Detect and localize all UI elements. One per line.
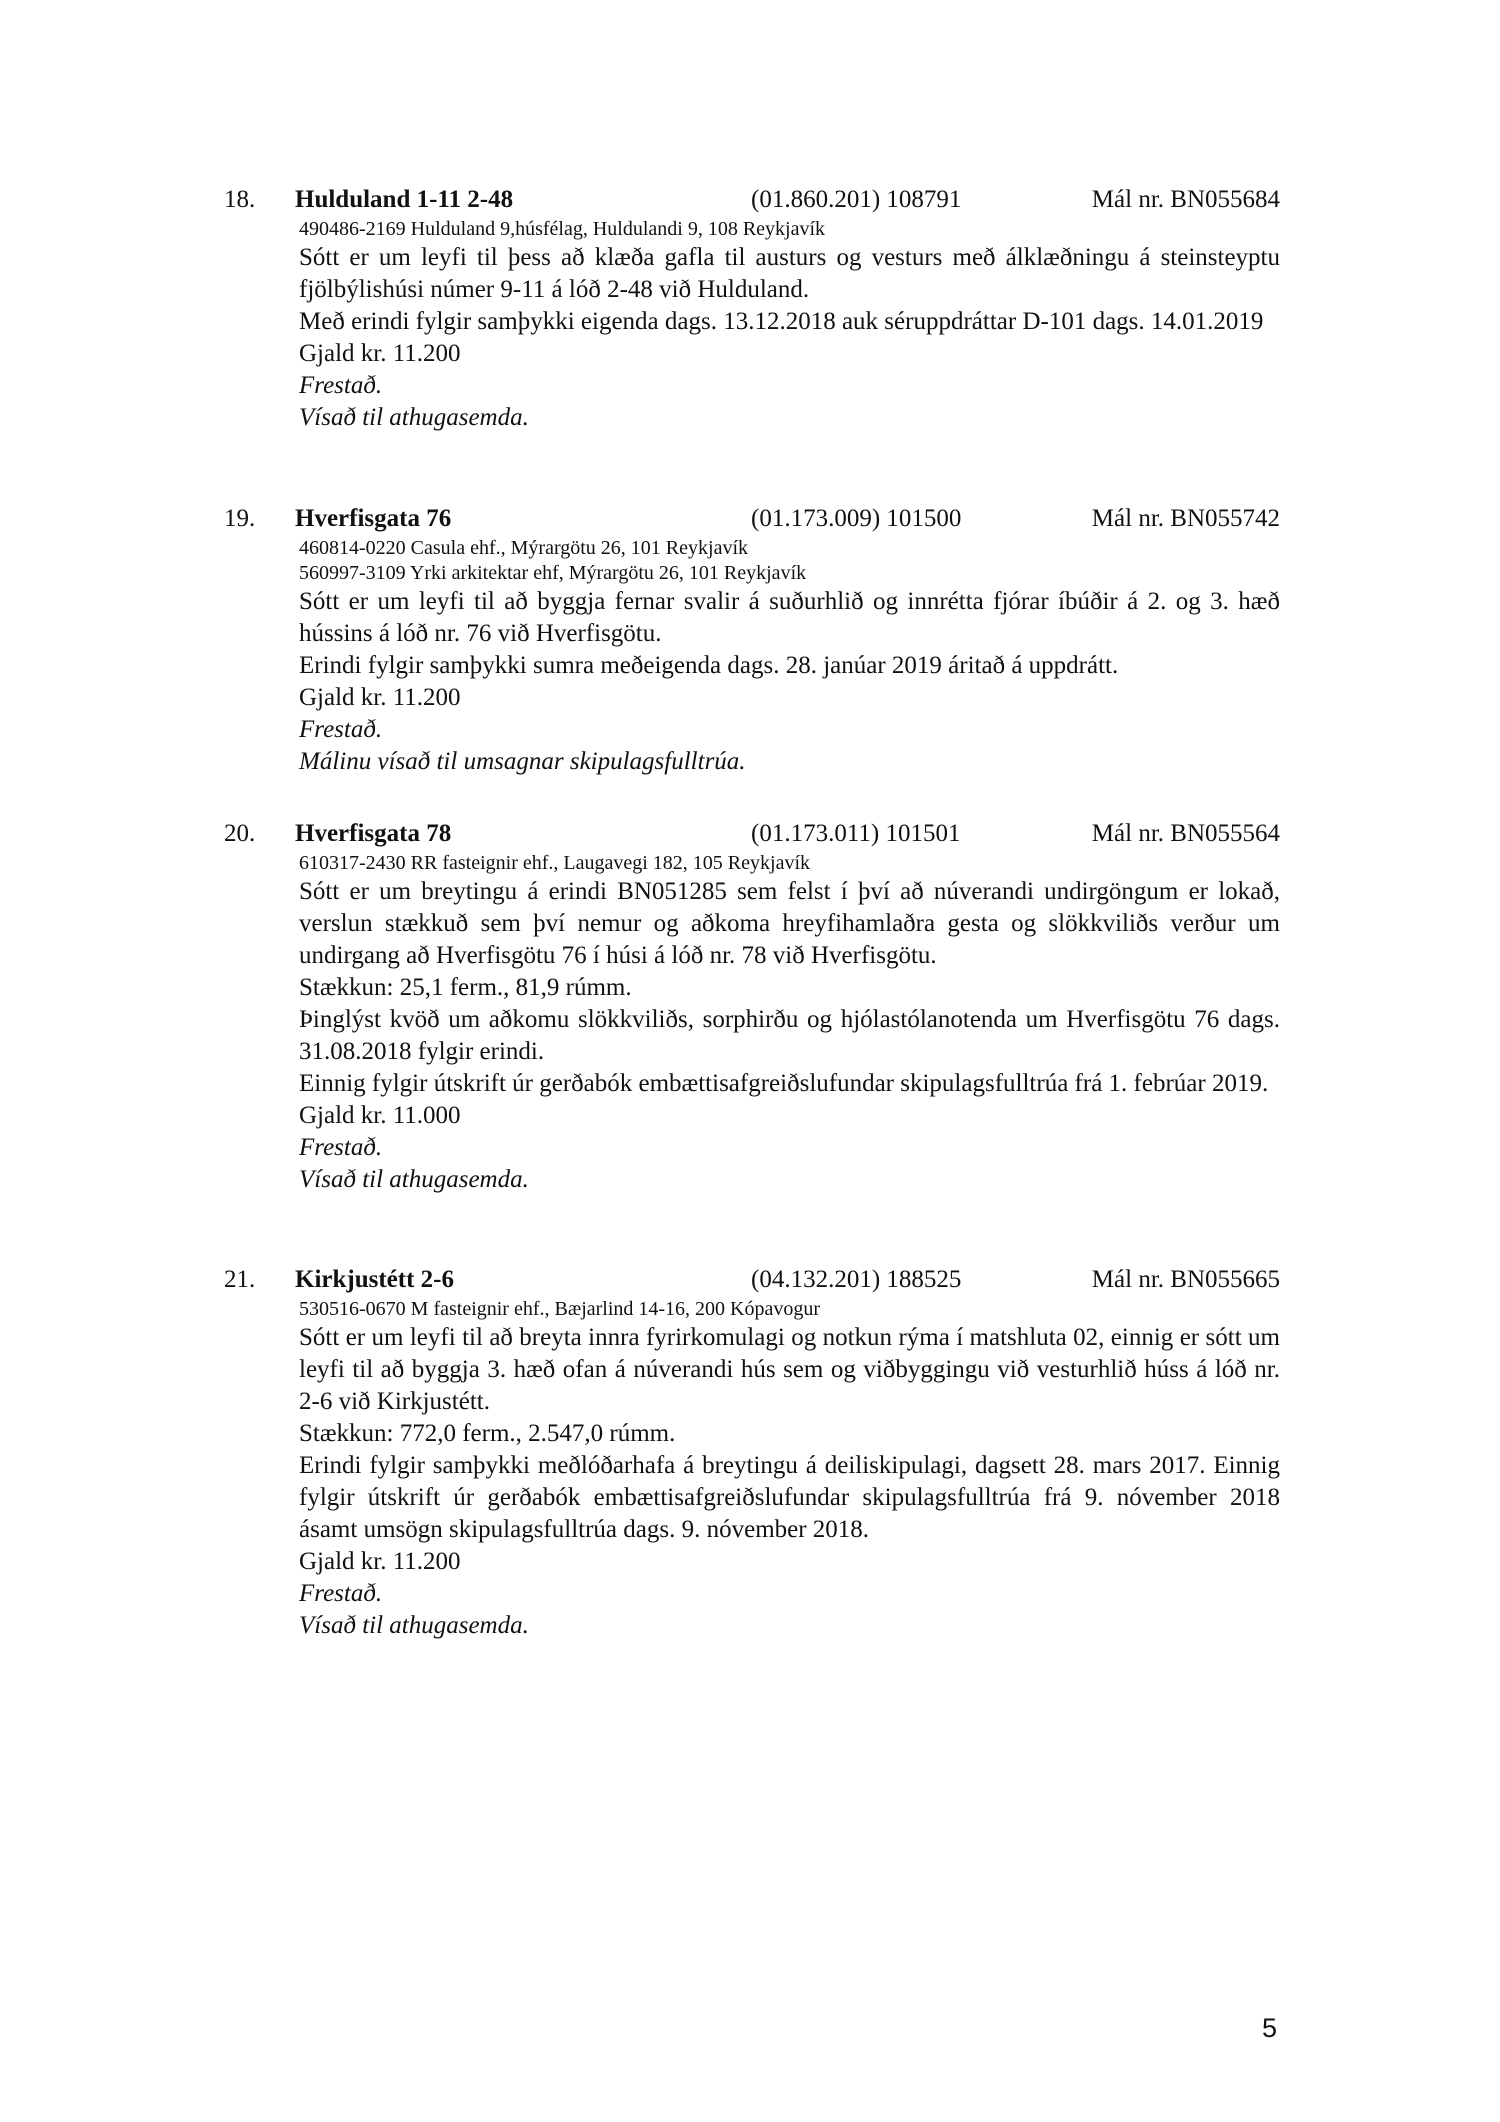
page-number: 5: [1262, 2013, 1278, 2043]
case-address: Hverfisgata 76: [295, 505, 452, 532]
land-number: (01.173.009) 101500: [751, 505, 962, 532]
case-entry: [224, 817, 1280, 1196]
case-reference: Mál nr. BN055742: [1091, 505, 1280, 532]
case-body: [299, 536, 1280, 778]
land-number: (01.860.201) 108791: [751, 186, 962, 213]
description-paragraph: Sótt er um leyfi til að breyta innra fyrirkomulagi og notkun rýma í matshluta 02, einnig er sótt um leyfi til að byggja 3. hæð ofan á núverandi hús sem og viðbyggingu við vesturhlið húss á lóð nr. 2-6 við Kirkjustétt.: [299, 1324, 1280, 1415]
description-paragraph: Sótt er um breytingu á erindi BN051285 sem felst í því að núverandi undirgöngum er lokað, verslun stækkuð sem því nemur og aðkoma hreyfihamlaðra gesta og slökkviliðs verður um undirgang að Hverfisgötu 76 í húsi á lóð nr. 78 við Hverfisgötu.: [299, 878, 1280, 969]
case-number: 21.: [224, 1266, 256, 1293]
decision: Frestað.: [299, 1134, 383, 1161]
note: Vísað til athugasemda.: [299, 1612, 529, 1639]
note: Vísað til athugasemda.: [299, 404, 529, 431]
case-entry: [224, 183, 1280, 434]
description-paragraph: Stækkun: 25,1 ferm., 81,9 rúmm.: [299, 974, 632, 1001]
case-address: Hulduland 1-11 2-48: [295, 186, 514, 213]
case-number: 20.: [224, 820, 256, 847]
case-address: Hverfisgata 78: [295, 820, 452, 847]
description-paragraph: Stækkun: 772,0 ferm., 2.547,0 rúmm.: [299, 1420, 676, 1447]
case-reference: Mál nr. BN055665: [1091, 1266, 1280, 1293]
fee: Gjald kr. 11.200: [299, 684, 461, 711]
applicant: 460814-0220 Casula ehf., Mýrargötu 26, 101 Reykjavík: [299, 537, 749, 559]
case-header: [224, 1263, 1280, 1297]
description-paragraph: Erindi fylgir samþykki sumra meðeigenda dags. 28. janúar 2019 áritað á uppdrátt.: [299, 652, 1119, 679]
fee: Gjald kr. 11.000: [299, 1102, 461, 1129]
case-body: [299, 851, 1280, 1196]
fee: Gjald kr. 11.200: [299, 340, 461, 367]
case-reference: Mál nr. BN055564: [1091, 820, 1280, 847]
land-number: (01.173.011) 101501: [751, 820, 961, 847]
decision: Frestað.: [299, 372, 383, 399]
case-number: 19.: [224, 505, 256, 532]
description-paragraph: Einnig fylgir útskrift úr gerðabók embættisafgreiðslufundar skipulagsfulltrúa frá 1. febrúar 2019.: [299, 1070, 1269, 1097]
decision: Frestað.: [299, 1580, 383, 1607]
case-number: 18.: [224, 186, 256, 213]
decision: Frestað.: [299, 716, 383, 743]
land-number: (04.132.201) 188525: [751, 1266, 962, 1293]
description-paragraph: Með erindi fylgir samþykki eigenda dags. 13.12.2018 auk séruppdráttar D-101 dags. 14.01.2019: [299, 308, 1264, 335]
applicant: 560997-3109 Yrki arkitektar ehf, Mýrargötu 26, 101 Reykjavík: [299, 562, 807, 584]
case-header: [224, 817, 1280, 851]
case-header: [224, 502, 1280, 536]
case-address: Kirkjustétt 2-6: [295, 1266, 454, 1293]
description-paragraph: Erindi fylgir samþykki meðlóðarhafa á breytingu á deiliskipulagi, dagsett 28. mars 2017. Einnig fylgir útskrift úr gerðabók embættisafgreiðslufundar skipulagsfulltrúa frá 9. nóvember 2018 ásamt umsögn skipulagsfulltrúa dags. 9. nóvember 2018.: [299, 1452, 1280, 1543]
note: Vísað til athugasemda.: [299, 1166, 529, 1193]
description-paragraph: Sótt er um leyfi til þess að klæða gafla til austurs og vesturs með álklæðningu á steinsteyptu fjölbýlishúsi númer 9-11 á lóð 2-48 við Hulduland.: [299, 244, 1280, 303]
case-entry: [224, 1263, 1280, 1642]
applicant: 490486-2169 Hulduland 9,húsfélag, Huldulandi 9, 108 Reykjavík: [299, 218, 826, 240]
fee: Gjald kr. 11.200: [299, 1548, 461, 1575]
case-reference: Mál nr. BN055684: [1091, 186, 1280, 213]
case-body: [299, 217, 1280, 434]
description-paragraph: Sótt er um leyfi til að byggja fernar svalir á suðurhlið og innrétta fjórar íbúðir á 2. og 3. hæð hússins á lóð nr. 76 við Hverfisgötu.: [299, 588, 1280, 647]
applicant: 530516-0670 M fasteignir ehf., Bæjarlind 14-16, 200 Kópavogur: [299, 1298, 821, 1320]
note: Málinu vísað til umsagnar skipulagsfulltrúa.: [299, 748, 746, 775]
applicant: 610317-2430 RR fasteignir ehf., Laugavegi 182, 105 Reykjavík: [299, 852, 811, 874]
case-entry: [224, 502, 1280, 778]
description-paragraph: Þinglýst kvöð um aðkomu slökkviliðs, sorphirðu og hjólastólanotenda um Hverfisgötu 76 dags. 31.08.2018 fylgir erindi.: [299, 1006, 1280, 1065]
case-header: [224, 183, 1280, 217]
case-body: [299, 1297, 1280, 1642]
